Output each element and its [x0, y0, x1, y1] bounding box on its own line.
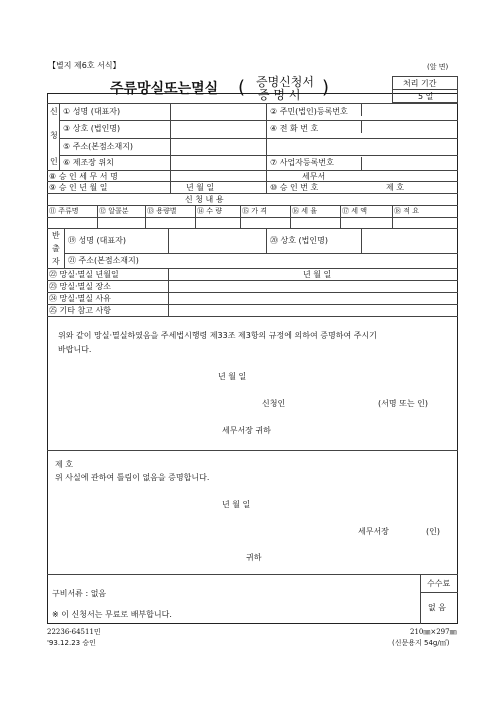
required-documents: 구비서류 : 없음 [52, 589, 107, 598]
processing-label: 처리 기간 [403, 79, 437, 88]
title-bracket-close: ) [322, 77, 330, 98]
applicant-sign-label: 신청인 [262, 399, 286, 408]
page-side-note: (앞 면) [427, 63, 449, 71]
exporter-side-label-1: 반 [52, 231, 60, 240]
fee-value: 없 음 [428, 603, 446, 612]
factory-location-label: ⑥ 제조장 위치 [63, 158, 114, 167]
loss-reason-label: ㉔ 망실·멸실 사유 [49, 294, 111, 303]
certificate-date: 년 월 일 [222, 500, 251, 509]
exporter-name-label: ⑲ 성명 (대표자) [68, 236, 126, 245]
column-liquor-name: ⑪ 주류명 [49, 207, 79, 215]
applicant-name-label: ① 성명 (대표자) [63, 107, 121, 116]
address-label: ⑤ 주소(본점소재지) [63, 142, 134, 151]
paper-size: 210㎜×297㎜ [410, 628, 457, 636]
phone-label: ④ 전 화 번 호 [270, 124, 319, 133]
loss-place-label: ㉓ 망실·멸실 장소 [49, 282, 111, 291]
column-tax-amount: ⑰ 세 액 [342, 207, 367, 215]
certificate-addressee: 귀하 [246, 553, 262, 562]
form-title [110, 76, 380, 102]
certificate-seal: (인) [426, 527, 440, 536]
fee-label: 수수료 [427, 579, 451, 588]
exporter-company-label: ⑳ 상호 (법인명) [270, 236, 328, 245]
loss-date-fill: 년 월 일 [303, 270, 332, 279]
approval-number-fill: 제 호 [386, 183, 404, 192]
business-number-label: ⑦ 사업자등록번호 [270, 158, 334, 167]
title-main: 주류망실또는멸실 [110, 81, 219, 97]
contents-title: 신 청 내 용 [185, 195, 224, 204]
certificate-number: 제 호 [55, 460, 73, 469]
column-price: ⑮ 가 격 [242, 207, 267, 215]
column-quantity: ⑭ 수 량 [197, 207, 222, 215]
applicant-side-label-1: 신 [50, 107, 58, 116]
title-application: 증명신청서 [256, 75, 314, 89]
column-tax-rate: ⑯ 세 율 [292, 207, 317, 215]
approval-date-fill: 년 월 일 [186, 183, 215, 192]
title-certificate: 증 명 서 [258, 88, 301, 102]
sign-or-seal: (서명 또는 인) [378, 399, 428, 408]
exporter-side-label-3: 자 [52, 257, 60, 266]
applicant-side-label-2: 청 [50, 131, 58, 140]
tax-office-suffix: 세무서 [302, 172, 326, 181]
approval-date-label: ⑨ 승 인 년 월 일 [49, 183, 108, 192]
statement-line-2: 바랍니다. [58, 345, 92, 354]
resident-number-label: ② 주민(법인)등록번호 [270, 107, 348, 116]
company-name-label: ③ 상호 (법인명) [63, 124, 121, 133]
column-remarks: ⑱ 적 요 [394, 207, 419, 215]
applicant-side-label-3: 인 [50, 157, 58, 166]
form-code: 22236-64511민 [47, 628, 101, 636]
column-alcohol: ⑫ 알콜분 [99, 207, 129, 215]
column-capacity: ⑬ 용량별 [147, 207, 177, 215]
statement-date: 년 월 일 [218, 372, 247, 381]
addressee-tax-office: 세무서장 귀하 [222, 426, 271, 435]
exporter-address-label: ㉑ 주소(본점소재지) [68, 256, 139, 265]
statement-line-1: 위와 같이 망실·멸실하였음을 주세법시행령 제33조 제3항의 규정에 의하여 증명하여 주시기 [58, 331, 377, 340]
processing-value: 5 일 [418, 92, 434, 101]
title-bracket-open: ( [238, 77, 246, 98]
approval-note: '93.12.23 승인 [47, 639, 96, 647]
loss-date-label: ㉒ 망실·멸실 년월일 [49, 270, 119, 279]
certificate-text: 위 사실에 관하여 틀림이 없음을 증명합니다. [55, 473, 210, 482]
approval-number-label: ⑩ 승 인 번 호 [270, 183, 319, 192]
other-notes-label: ㉕ 기타 참고 사항 [49, 306, 111, 315]
paper-type: (신문용지 54g/㎡) [392, 639, 450, 647]
tax-office-label: ⑧ 승 인 세 무 서 명 [49, 172, 118, 181]
form-number: 【별지 제6호 서식】 [48, 61, 121, 70]
free-distribution-note: ※ 이 신청서는 무료로 배부합니다. [52, 610, 172, 619]
certificate-officer: 세무서장 [358, 527, 389, 536]
exporter-side-label-2: 출 [52, 244, 60, 253]
